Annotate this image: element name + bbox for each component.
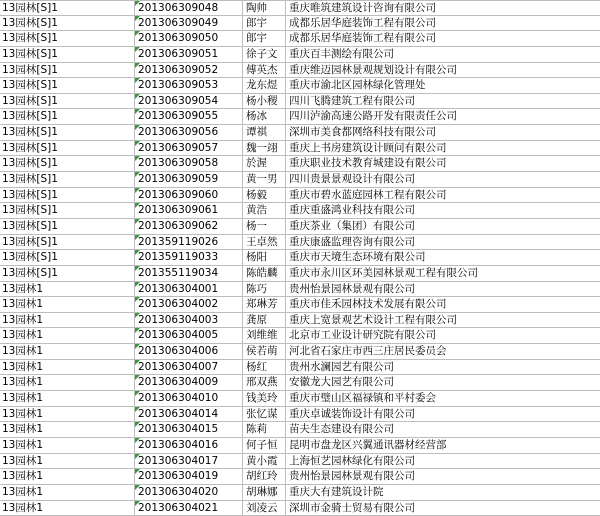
class-cell[interactable]: 13园林[S]1 [0, 78, 135, 93]
student-id-cell[interactable]: 201306304021 [135, 501, 243, 516]
name-cell[interactable]: 黄小霞 [243, 454, 286, 469]
company-cell[interactable]: 昆明市盘龙区兴翼通讯器材经营部 [286, 438, 600, 453]
student-id-cell[interactable]: 201306304015 [135, 422, 243, 437]
number-as-text-indicator-icon [135, 282, 140, 287]
name-cell[interactable]: 侯若萌 [243, 344, 286, 359]
number-as-text-indicator-icon [135, 203, 140, 208]
student-id-cell[interactable]: 201306309055 [135, 109, 243, 124]
number-as-text-indicator-icon [135, 360, 140, 365]
student-id-cell[interactable]: 201306304016 [135, 438, 243, 453]
name-cell[interactable]: 钱美玲 [243, 391, 286, 406]
company-cell[interactable]: 重庆上书房建筑设计顾问有限公司 [286, 141, 600, 156]
student-id-cell[interactable]: 201359119026 [135, 235, 243, 250]
class-cell[interactable]: 13园林1 [0, 282, 135, 297]
name-cell[interactable]: 胡琳娜 [243, 485, 286, 500]
name-cell[interactable]: 刘维维 [243, 328, 286, 343]
table-row [0, 438, 600, 454]
number-as-text-indicator-icon [135, 172, 140, 177]
student-id-cell[interactable]: 201306309059 [135, 172, 243, 187]
company-cell[interactable]: 贵州水澜园艺有限公司 [286, 360, 600, 375]
class-cell[interactable]: 13园林[S]1 [0, 266, 135, 281]
class-cell[interactable]: 13园林1 [0, 344, 135, 359]
company-cell[interactable]: 重庆市渝北区园林绿化管理处 [286, 78, 600, 93]
name-cell[interactable]: 龚原 [243, 313, 286, 328]
class-cell[interactable]: 13园林1 [0, 438, 135, 453]
name-cell[interactable]: 陈莉 [243, 422, 286, 437]
table-row [0, 0, 600, 16]
student-id-cell[interactable]: 201306304014 [135, 407, 243, 422]
number-as-text-indicator-icon [135, 1, 140, 6]
name-cell[interactable]: 黄一男 [243, 172, 286, 187]
student-id-cell[interactable]: 201306304020 [135, 485, 243, 500]
class-cell[interactable]: 13园林[S]1 [0, 94, 135, 109]
name-cell[interactable]: 郎宇 [243, 31, 286, 46]
number-as-text-indicator-icon [135, 407, 140, 412]
number-as-text-indicator-icon [135, 297, 140, 302]
number-as-text-indicator-icon [135, 454, 140, 459]
company-cell[interactable]: 河北省石家庄市西三庄居民委员会 [286, 344, 600, 359]
company-cell[interactable]: 苗夫生态建设有限公司 [286, 422, 600, 437]
company-cell[interactable]: 北京市工业设计研究院有限公司 [286, 328, 600, 343]
company-cell[interactable]: 重庆唯筑建筑设计咨询有限公司 [286, 1, 600, 15]
table-row [0, 78, 600, 94]
table-row [0, 328, 600, 344]
number-as-text-indicator-icon [135, 109, 140, 114]
student-id-cell[interactable]: 201306309049 [135, 16, 243, 31]
table-row [0, 282, 600, 298]
number-as-text-indicator-icon [135, 125, 140, 130]
company-cell[interactable]: 重庆市天境生态环境有限公司 [286, 250, 600, 265]
name-cell[interactable]: 陈皓麟 [243, 266, 286, 281]
name-cell[interactable]: 杨小稷 [243, 94, 286, 109]
name-cell[interactable]: 何子恒 [243, 438, 286, 453]
table-row [0, 63, 600, 79]
company-cell[interactable]: 四川贵景景观设计有限公司 [286, 172, 600, 187]
student-id-cell[interactable]: 201306309050 [135, 31, 243, 46]
table-row [0, 485, 600, 501]
class-cell[interactable]: 13园林1 [0, 501, 135, 516]
number-as-text-indicator-icon [135, 47, 140, 52]
company-cell[interactable]: 重庆卓诚装饰设计有限公司 [286, 407, 600, 422]
company-cell[interactable]: 重庆市佳禾园林技术发展有限公司 [286, 297, 600, 312]
company-cell[interactable]: 安徽龙大园艺有限公司 [286, 375, 600, 390]
number-as-text-indicator-icon [135, 188, 140, 193]
name-cell[interactable]: 黄浩 [243, 203, 286, 218]
number-as-text-indicator-icon [135, 266, 140, 271]
class-cell[interactable]: 13园林[S]1 [0, 203, 135, 218]
company-cell[interactable]: 上海恒艺园林绿化有限公司 [286, 454, 600, 469]
number-as-text-indicator-icon [135, 141, 140, 146]
table-row [0, 188, 600, 204]
company-cell[interactable]: 深圳市美食都网络科技有限公司 [286, 125, 600, 140]
student-id-cell[interactable]: 201306309053 [135, 78, 243, 93]
company-cell[interactable]: 重庆市碧水蓝庭园林工程有限公司 [286, 188, 600, 203]
class-cell[interactable]: 13园林[S]1 [0, 250, 135, 265]
company-cell[interactable]: 重庆上宽景观艺术设计工程有限公司 [286, 313, 600, 328]
table-row [0, 344, 600, 360]
student-id-cell[interactable]: 201306304005 [135, 328, 243, 343]
class-cell[interactable]: 13园林1 [0, 469, 135, 484]
student-id-cell[interactable]: 201306309058 [135, 156, 243, 171]
class-cell[interactable]: 13园林[S]1 [0, 141, 135, 156]
student-id-cell[interactable]: 201306304002 [135, 297, 243, 312]
company-cell[interactable]: 深圳市金骑士贸易有限公司 [286, 501, 600, 516]
student-id-cell[interactable]: 201306304010 [135, 391, 243, 406]
table-row [0, 47, 600, 63]
number-as-text-indicator-icon [135, 485, 140, 490]
name-cell[interactable]: 杨红 [243, 360, 286, 375]
number-as-text-indicator-icon [135, 78, 140, 83]
name-cell[interactable]: 郑琳芳 [243, 297, 286, 312]
class-cell[interactable]: 13园林[S]1 [0, 125, 135, 140]
company-cell[interactable]: 重庆康盛监理咨询有限公司 [286, 235, 600, 250]
class-cell[interactable]: 13园林1 [0, 391, 135, 406]
number-as-text-indicator-icon [135, 438, 140, 443]
name-cell[interactable]: 杨毅 [243, 188, 286, 203]
class-cell[interactable]: 13园林[S]1 [0, 188, 135, 203]
student-id-cell[interactable]: 201306309056 [135, 125, 243, 140]
class-cell[interactable]: 13园林[S]1 [0, 63, 135, 78]
name-cell[interactable]: 於渥 [243, 156, 286, 171]
student-id-cell[interactable]: 201306304003 [135, 313, 243, 328]
name-cell[interactable]: 陶帅 [243, 1, 286, 15]
table-row [0, 156, 600, 172]
name-cell[interactable]: 龙东煜 [243, 78, 286, 93]
company-cell[interactable]: 重庆职业技术教育城建设有限公司 [286, 156, 600, 171]
number-as-text-indicator-icon [135, 219, 140, 224]
name-cell[interactable]: 王卓然 [243, 235, 286, 250]
number-as-text-indicator-icon [135, 391, 140, 396]
class-cell[interactable]: 13园林[S]1 [0, 109, 135, 124]
name-cell[interactable]: 郎宇 [243, 16, 286, 31]
class-cell[interactable]: 13园林[S]1 [0, 1, 135, 15]
name-cell[interactable]: 徐子文 [243, 47, 286, 62]
student-id-cell[interactable]: 201306304006 [135, 344, 243, 359]
class-cell[interactable]: 13园林1 [0, 328, 135, 343]
table-row [0, 203, 600, 219]
number-as-text-indicator-icon [135, 469, 140, 474]
table-row [0, 16, 600, 32]
class-cell[interactable]: 13园林1 [0, 360, 135, 375]
number-as-text-indicator-icon [135, 422, 140, 427]
table-row [0, 501, 600, 516]
number-as-text-indicator-icon [135, 94, 140, 99]
company-cell[interactable]: 贵州怡景园林景观有限公司 [286, 469, 600, 484]
class-cell[interactable]: 13园林[S]1 [0, 31, 135, 46]
name-cell[interactable]: 谭祺 [243, 125, 286, 140]
name-cell[interactable]: 杨冰 [243, 109, 286, 124]
number-as-text-indicator-icon [135, 156, 140, 161]
table-row [0, 313, 600, 329]
table-row [0, 407, 600, 423]
class-cell[interactable]: 13园林[S]1 [0, 172, 135, 187]
table-row [0, 391, 600, 407]
table-row [0, 31, 600, 47]
name-cell[interactable]: 刘凌云 [243, 501, 286, 516]
table-row [0, 172, 600, 188]
student-id-cell[interactable]: 201306309060 [135, 188, 243, 203]
name-cell[interactable]: 邢双燕 [243, 375, 286, 390]
company-cell[interactable]: 重庆大有建筑设计院 [286, 485, 600, 500]
name-cell[interactable]: 魏一翊 [243, 141, 286, 156]
name-cell[interactable]: 傅英杰 [243, 63, 286, 78]
class-cell[interactable]: 13园林1 [0, 485, 135, 500]
student-id-cell[interactable]: 201359119033 [135, 250, 243, 265]
table-row [0, 297, 600, 313]
table-row [0, 360, 600, 376]
table-row [0, 94, 600, 110]
number-as-text-indicator-icon [135, 250, 140, 255]
company-cell[interactable]: 重庆市璧山区福禄镇和平村委会 [286, 391, 600, 406]
class-cell[interactable]: 13园林1 [0, 407, 135, 422]
student-id-cell[interactable]: 201306304001 [135, 282, 243, 297]
class-cell[interactable]: 13园林1 [0, 454, 135, 469]
student-id-cell[interactable]: 201306304019 [135, 469, 243, 484]
student-id-cell[interactable]: 201306304007 [135, 360, 243, 375]
student-id-cell[interactable]: 201306309052 [135, 63, 243, 78]
company-cell[interactable]: 重庆百丰测绘有限公司 [286, 47, 600, 62]
company-cell[interactable]: 重庆茶业（集团）有限公司 [286, 219, 600, 234]
table-row [0, 250, 600, 266]
student-id-cell[interactable]: 201306309048 [135, 1, 243, 15]
number-as-text-indicator-icon [135, 501, 140, 506]
table-row [0, 469, 600, 485]
table-row [0, 219, 600, 235]
company-cell[interactable]: 重庆维迈园林景观规划设计有限公司 [286, 63, 600, 78]
name-cell[interactable]: 杨一 [243, 219, 286, 234]
number-as-text-indicator-icon [135, 375, 140, 380]
class-cell[interactable]: 13园林1 [0, 422, 135, 437]
student-id-cell[interactable]: 201306309061 [135, 203, 243, 218]
class-cell[interactable]: 13园林[S]1 [0, 156, 135, 171]
table-row [0, 266, 600, 282]
number-as-text-indicator-icon [135, 16, 140, 21]
table-row [0, 109, 600, 125]
class-cell[interactable]: 13园林[S]1 [0, 47, 135, 62]
company-cell[interactable]: 四川泸渝高速公路开发有限责任公司 [286, 109, 600, 124]
name-cell[interactable]: 张忆谋 [243, 407, 286, 422]
table-row [0, 235, 600, 251]
number-as-text-indicator-icon [135, 313, 140, 318]
class-cell[interactable]: 13园林[S]1 [0, 235, 135, 250]
class-cell[interactable]: 13园林1 [0, 313, 135, 328]
number-as-text-indicator-icon [135, 328, 140, 333]
table-row [0, 422, 600, 438]
class-cell[interactable]: 13园林1 [0, 297, 135, 312]
student-id-cell[interactable]: 201306309062 [135, 219, 243, 234]
student-id-cell[interactable]: 201306309051 [135, 47, 243, 62]
company-cell[interactable]: 重庆重盛鸿业科技有限公司 [286, 203, 600, 218]
number-as-text-indicator-icon [135, 235, 140, 240]
table-row [0, 375, 600, 391]
table-row [0, 125, 600, 141]
name-cell[interactable]: 杨阳 [243, 250, 286, 265]
class-cell[interactable]: 13园林1 [0, 375, 135, 390]
name-cell[interactable]: 胡红玲 [243, 469, 286, 484]
number-as-text-indicator-icon [135, 344, 140, 349]
number-as-text-indicator-icon [135, 63, 140, 68]
class-cell[interactable]: 13园林[S]1 [0, 219, 135, 234]
table-row [0, 141, 600, 157]
class-cell[interactable]: 13园林[S]1 [0, 16, 135, 31]
company-cell[interactable]: 成都乐居华庭装饰工程有限公司 [286, 31, 600, 46]
table-row [0, 454, 600, 470]
student-id-cell[interactable]: 201306309057 [135, 141, 243, 156]
company-cell[interactable]: 成都乐居华庭装饰工程有限公司 [286, 16, 600, 31]
company-cell[interactable]: 重庆市永川区环美园林景观工程有限公司 [286, 266, 600, 281]
company-cell[interactable]: 四川飞腾建筑工程有限公司 [286, 94, 600, 109]
name-cell[interactable]: 陈巧 [243, 282, 286, 297]
student-id-cell[interactable]: 201306304017 [135, 454, 243, 469]
student-id-cell[interactable]: 201355119034 [135, 266, 243, 281]
student-id-cell[interactable]: 201306304009 [135, 375, 243, 390]
company-cell[interactable]: 贵州怡景园林景观有限公司 [286, 282, 600, 297]
number-as-text-indicator-icon [135, 31, 140, 36]
student-id-cell[interactable]: 201306309054 [135, 94, 243, 109]
